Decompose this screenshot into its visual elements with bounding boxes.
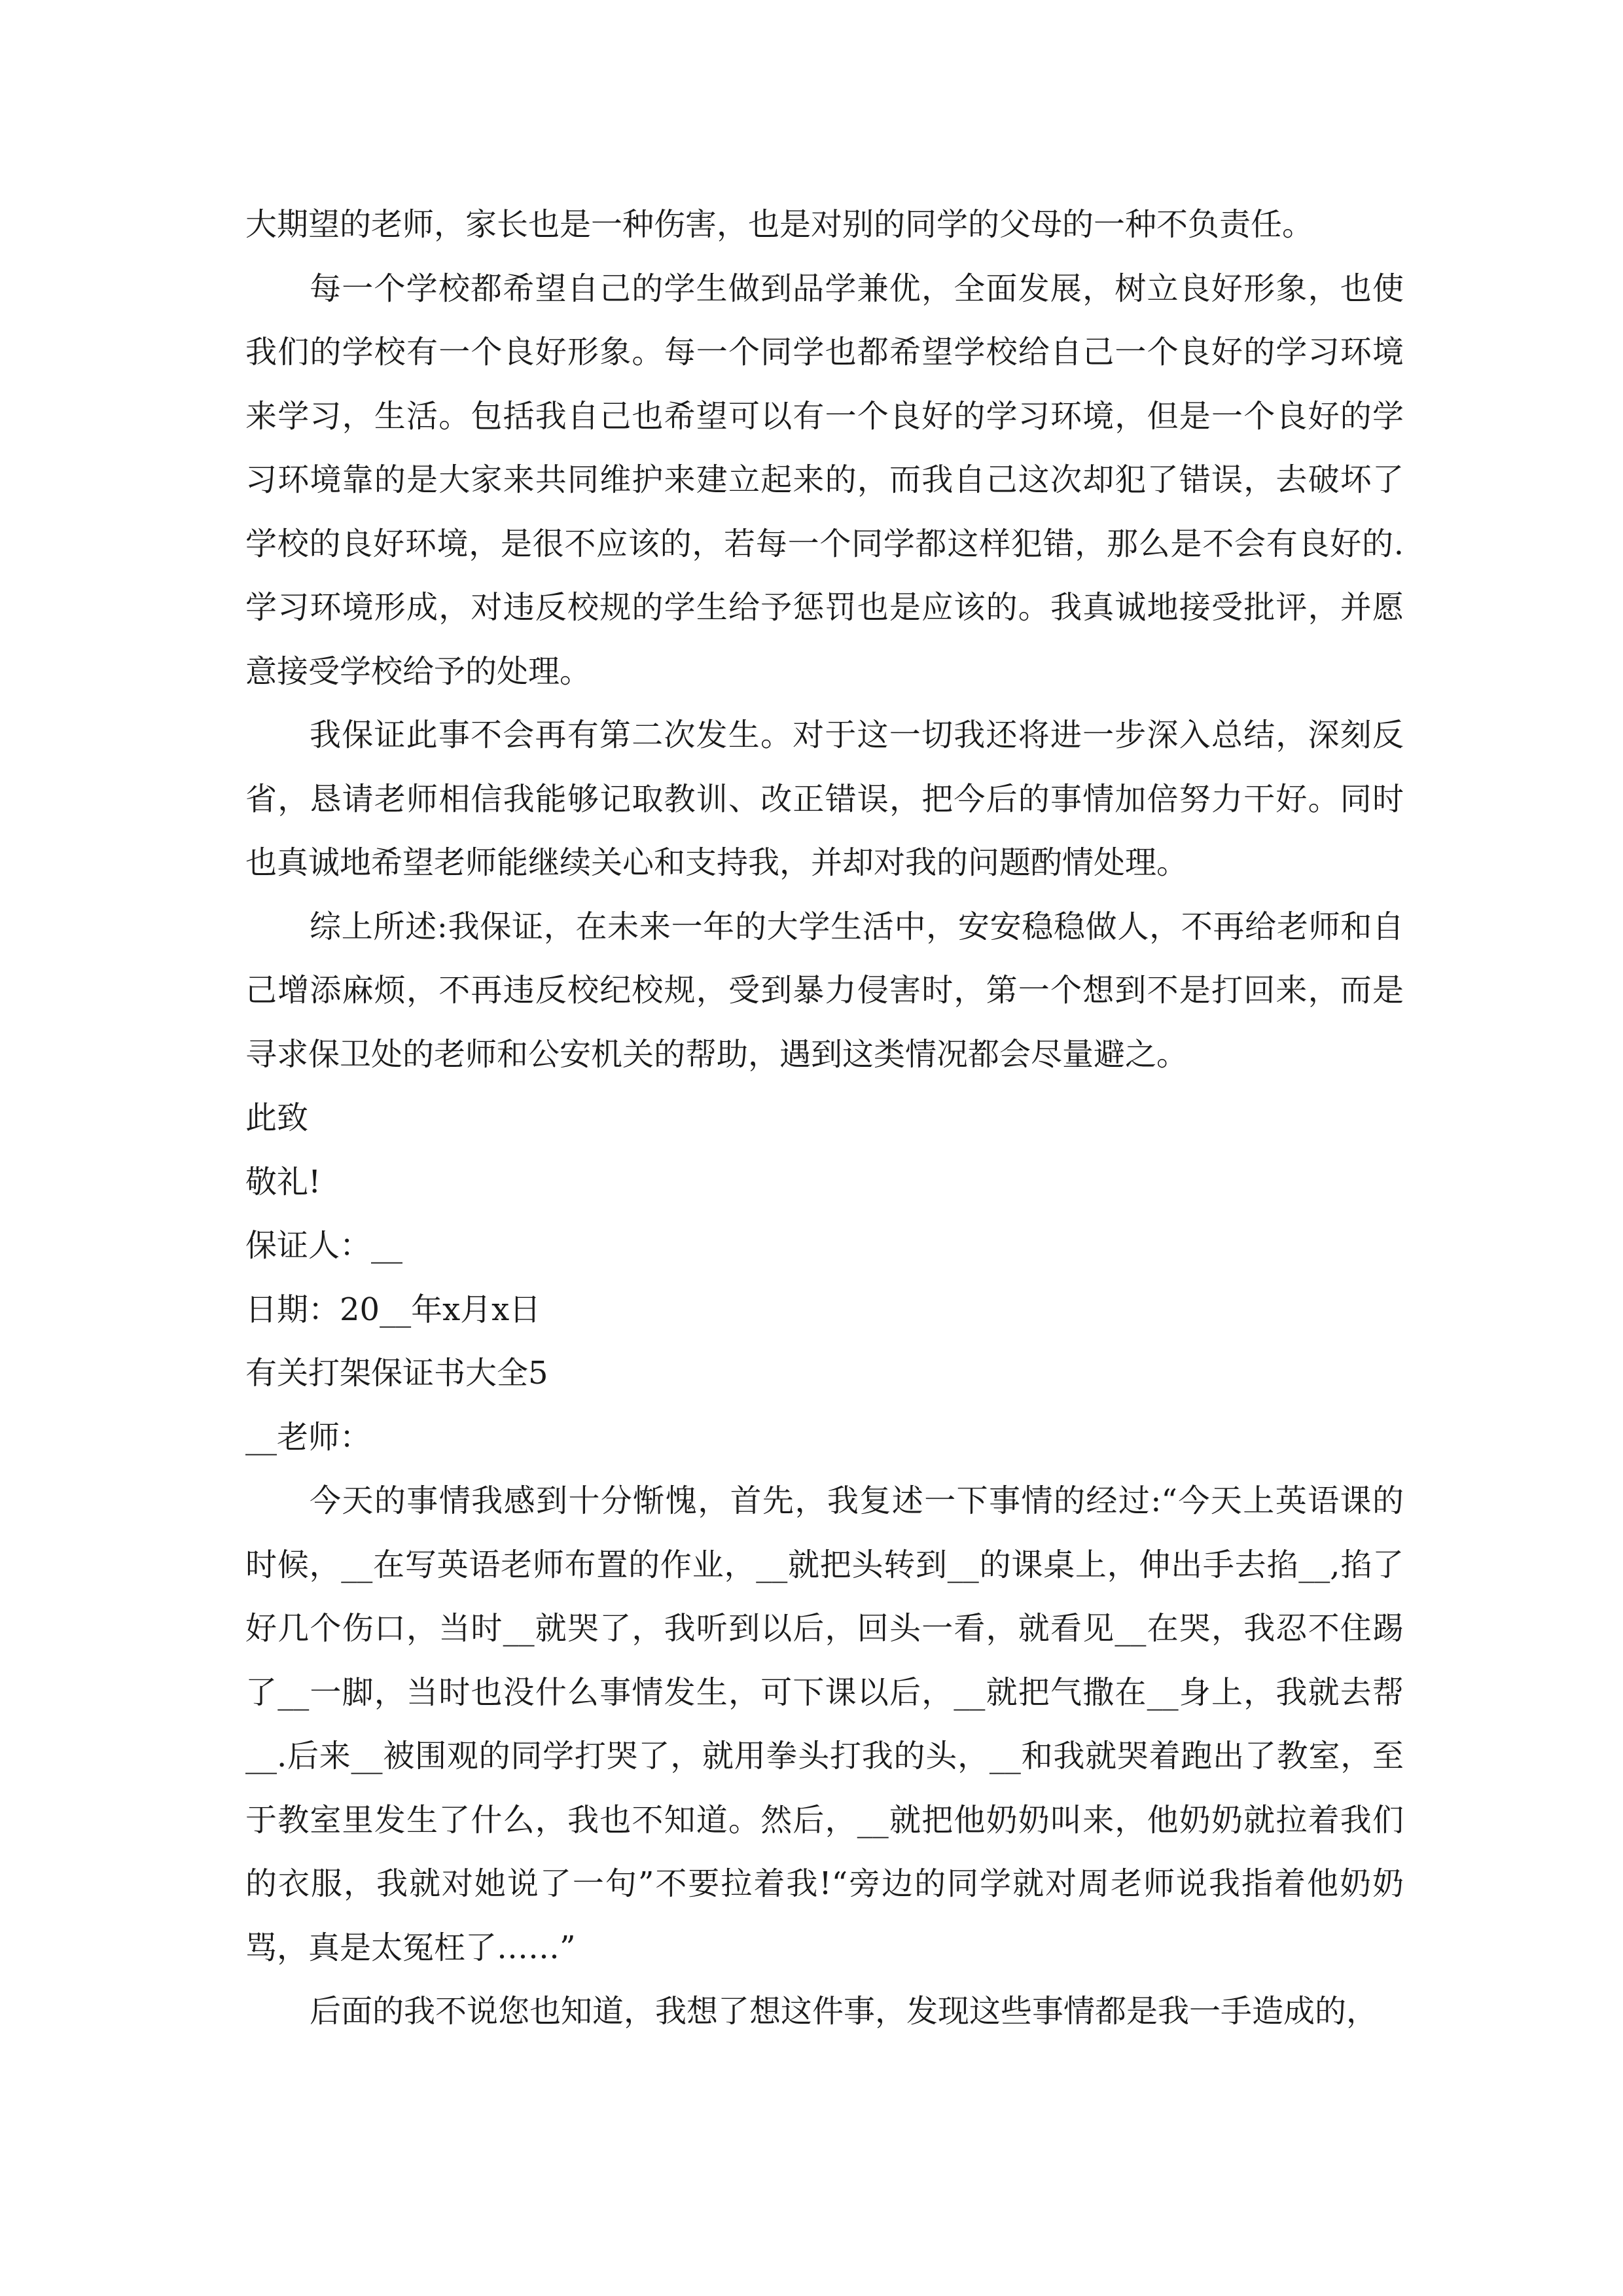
section-title: 有关打架保证书大全5 (245, 1355, 548, 1391)
closing-salutation: 此致 (245, 1100, 309, 1136)
letter-addressee: __老师： (245, 1418, 372, 1456)
guarantor-line: 保证人：__ (245, 1227, 403, 1264)
paragraph-school-environment: 每一个学校都希望自己的学生做到品学兼优，全面发展，树立良好形象，也使我们的学校有一个良好形象。每一个同学也都希望学校给自己一个良好的学习环境来学习，生活。包括我自己也希望可以有一个良好的学习环境，但是一个良好的学习环境靠的是大家来共同维护来建立起来的，而我自己这次却犯了错误，去破坏了学校的良好环境，是很不应该的，若每一个同学都这样犯错，那么是不会有良好的.学习环境形成，对违反校规的学生给予惩罚也是应该的。我真诚地接受批评，并愿意接受学校给予的处理。 (245, 270, 1404, 690)
paragraph-summary: 综上所述:我保证，在未来一年的大学生活中，安安稳稳做人，不再给老师和自己增添麻烦，不再违反校纪校规，受到暴力侵害时，第一个想到不是打回来，而是寻求保卫处的老师和公安机关的帮助，遇到这类情况都会尽量避之。 (245, 908, 1404, 1073)
paragraph-continuation: 大期望的老师，家长也是一种伤害，也是对别的同学的父母的一种不负责任。 (245, 206, 1314, 243)
paragraph-promise: 我保证此事不会再有第二次发生。对于这一切我还将进一步深入总结，深刻反省，恳请老师相信我能够记取教训、改正错误，把今后的事情加倍努力干好。同时也真诚地希望老师能继续关心和支持我，并却对我的问题酌情处理。 (245, 717, 1404, 881)
paragraph-incident-account: 今天的事情我感到十分惭愧，首先，我复述一下事情的经过:“今天上英语课的时候，__在写英语老师布置的作业，__就把头转到__的课桌上，伸出手去掐__,掐了好几个伤口，当时__就哭了，我听到以后，回头一看，就看见__在哭，我忍不住踢了__一脚，当时也没什么事情发生，可下课以后，__就把气撒在__身上，我就去帮__.后来__被围观的同学打哭了，就用拳头打我的头，__和我就哭着跑出了教室，至于教室里发生了什么，我也不知道。然后，__就把他奶奶叫来，他奶奶就拉着我们的衣服，我就对她说了一句”不要拉着我!“旁边的同学就对周老师说我指着他奶奶骂，真是太冤枉了……” (245, 1482, 1404, 1966)
closing-regards: 敬礼! (245, 1163, 321, 1200)
paragraph-reflection: 后面的我不说您也知道，我想了想这件事，发现这些事情都是我一手造成的， (310, 1993, 1378, 2030)
date-line: 日期：20__年x月x日 (245, 1291, 541, 1328)
document-body (245, 193, 1404, 2044)
